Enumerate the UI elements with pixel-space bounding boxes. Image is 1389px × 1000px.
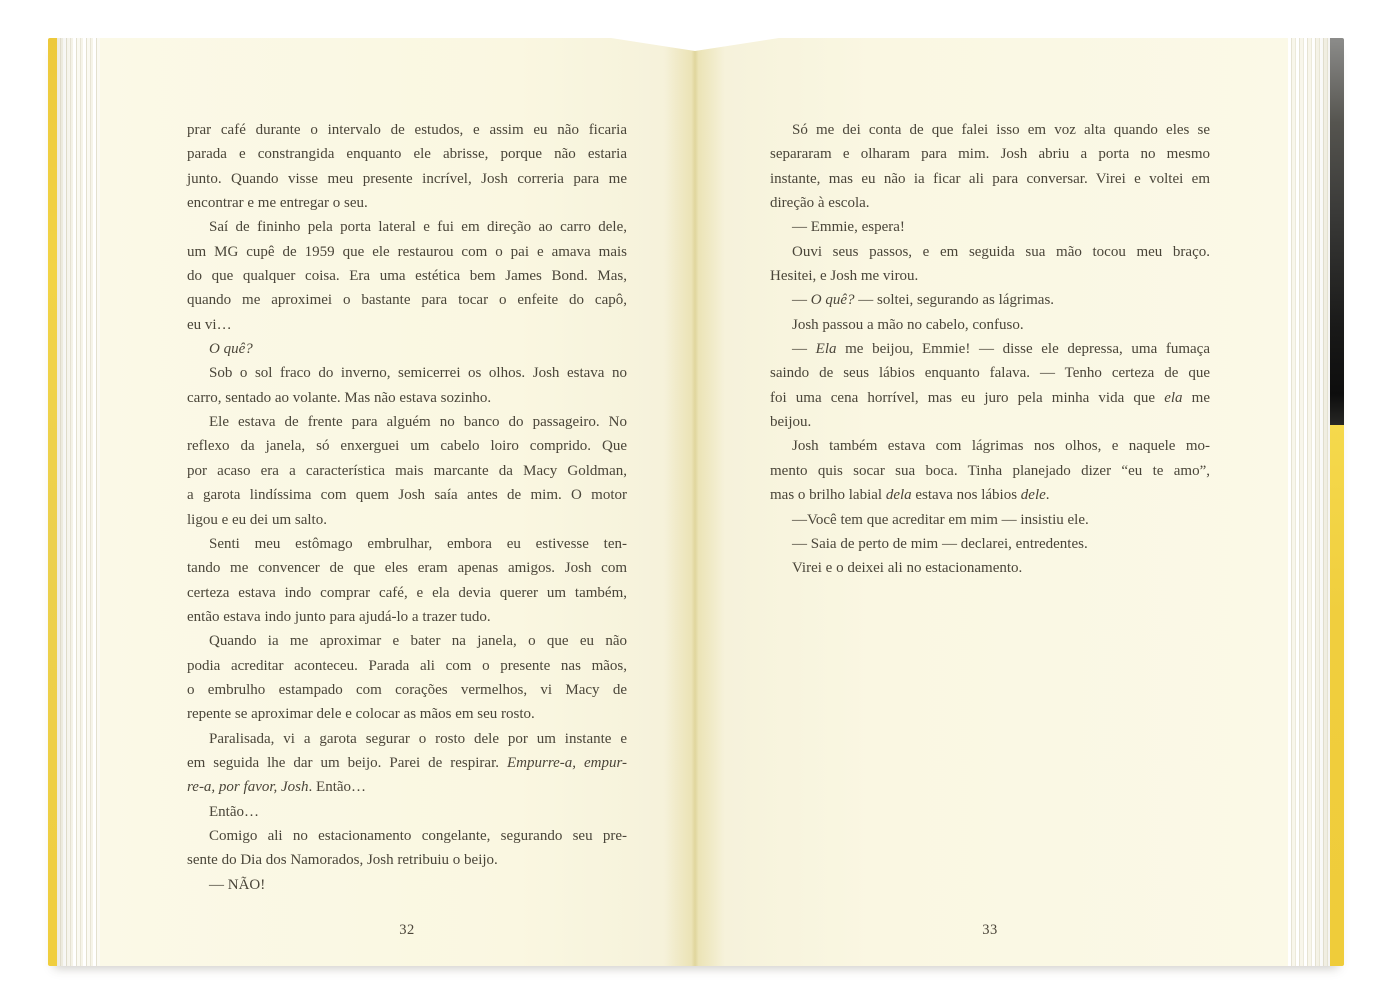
text-line: Ele estava de frente para alguém no banco do passageiro. No: [209, 414, 627, 431]
text-line: Então…: [209, 803, 259, 820]
text-line: podia acreditar aconteceu. Parada ali com o presente nas mãos,: [187, 657, 627, 674]
text-line: por acaso era a característica mais marcante da Macy Goldman,: [187, 462, 627, 479]
page-edges-right: [1288, 38, 1330, 966]
text-line: Comigo ali no estacionamento congelante, segurando seu pre-: [209, 827, 627, 844]
text-line: ligou e eu dei um salto.: [187, 511, 327, 528]
text-line: junto. Quando visse meu presente incrível, Josh correria para me: [187, 170, 627, 187]
text-line: — O quê? — soltei, segurando as lágrimas.: [792, 292, 1055, 309]
page-number-left: 32: [399, 922, 415, 938]
text-line: prar café durante o intervalo de estudos, e assim eu não ficaria: [187, 122, 627, 138]
text-line: Virei e o deixei ali no estacionamento.: [792, 560, 1023, 577]
text-line: o embrulho estampado com corações vermelhos, vi Macy de: [187, 681, 627, 698]
text-line: em seguida lhe dar um beijo. Parei de respirar. Empurre-a, empur-: [187, 754, 627, 771]
text-line: foi uma cena horrível, mas eu juro pela minha vida que ela me: [770, 389, 1210, 406]
page-edges-left: [57, 38, 100, 966]
text-line: Hesitei, e Josh me virou.: [770, 268, 919, 285]
text-line: — Emmie, espera!: [792, 219, 905, 236]
text-line: Ouvi seus passos, e em seguida sua mão tocou meu braço.: [792, 243, 1210, 260]
text-line: mas o brilho labial dela estava nos lábios dele.: [770, 487, 1050, 504]
text-line: instante, mas eu não ia ficar ali para conversar. Virei e voltei em: [770, 170, 1210, 187]
text-line: repente se aproximar dele e colocar as mãos em seu rosto.: [187, 706, 535, 723]
text-line: encontrar e me entregar o seu.: [187, 195, 368, 212]
text-line: a garota lindíssima com quem Josh saía antes de mim. O motor: [187, 487, 627, 504]
text-line: do que qualquer coisa. Era uma estética bem James Bond. Mas,: [187, 268, 627, 285]
spine-dark-strip: [1330, 38, 1344, 425]
text-line: Quando ia me aproximar e bater na janela, o que eu não: [209, 633, 627, 650]
text-line: mento quis socar sua boca. Tinha planejado dizer “eu te amo”,: [770, 462, 1210, 479]
text-line: saindo de seus lábios enquanto falava. — Tenho certeza de que: [770, 365, 1210, 382]
text-line: Sob o sol fraco do inverno, semicerrei os olhos. Josh estava no: [209, 365, 627, 382]
book-spread: [48, 38, 1344, 966]
text-line: Saí de fininho pela porta lateral e fui em direção ao carro dele,: [209, 219, 627, 236]
book-cover-edge-left: [48, 38, 57, 966]
text-line: —Você tem que acreditar em mim — insistiu ele.: [792, 511, 1089, 528]
text-line: Paralisada, vi a garota segurar o rosto dele por um instante e: [209, 730, 627, 747]
text-line: separaram e olharam para mim. Josh abriu a porta no mesmo: [770, 146, 1210, 163]
text-line: Só me dei conta de que falei isso em voz alta quando eles se: [792, 122, 1210, 138]
text-line: tando me convencer de que eles eram apenas amigos. Josh com: [187, 560, 627, 577]
text-line: O quê?: [209, 341, 253, 358]
page-right: [695, 38, 1288, 966]
text-line: Josh passou a mão no cabelo, confuso.: [792, 316, 1024, 333]
text-line: certeza estava indo comprar café, e ela devia querer um também,: [187, 584, 627, 601]
book-cover-edge-right: [1330, 38, 1344, 966]
text-line: direção à escola.: [770, 195, 870, 212]
text-line: um MG cupê de 1959 que ele restaurou com o pai e amava mais: [187, 243, 627, 260]
text-line: parada e constrangida enquanto ele abrisse, porque não estaria: [187, 146, 627, 163]
text-line: — NÃO!: [209, 876, 266, 893]
spine-yellow-strip: [1330, 425, 1344, 966]
page-left: [100, 38, 695, 966]
text-line: sente do Dia dos Namorados, Josh retribuiu o beijo.: [187, 852, 498, 869]
text-line: carro, sentado ao volante. Mas não estava sozinho.: [187, 389, 492, 406]
page-number-right: 33: [982, 922, 998, 938]
text-line: reflexo da janela, só enxerguei um cabelo loiro comprido. Que: [187, 438, 627, 455]
text-line: Josh também estava com lágrimas nos olhos, e naquele mo-: [792, 438, 1210, 455]
text-line: re-a, por favor, Josh. Então…: [187, 779, 367, 796]
page-left-text: [187, 118, 627, 897]
text-line: eu vi…: [187, 316, 232, 333]
text-line: beijou.: [770, 414, 812, 431]
text-line: — Saia de perto de mim — declarei, entredentes.: [792, 535, 1088, 552]
text-line: então estava indo junto para ajudá-lo a trazer tudo.: [187, 608, 491, 625]
page-right-text: [770, 118, 1210, 581]
text-line: Senti meu estômago embrulhar, embora eu estivesse ten-: [209, 535, 627, 552]
text-line: quando me aproximei o bastante para tocar o enfeite do capô,: [187, 292, 627, 309]
text-line: — Ela me beijou, Emmie! — disse ele depressa, uma fumaça: [792, 341, 1211, 358]
